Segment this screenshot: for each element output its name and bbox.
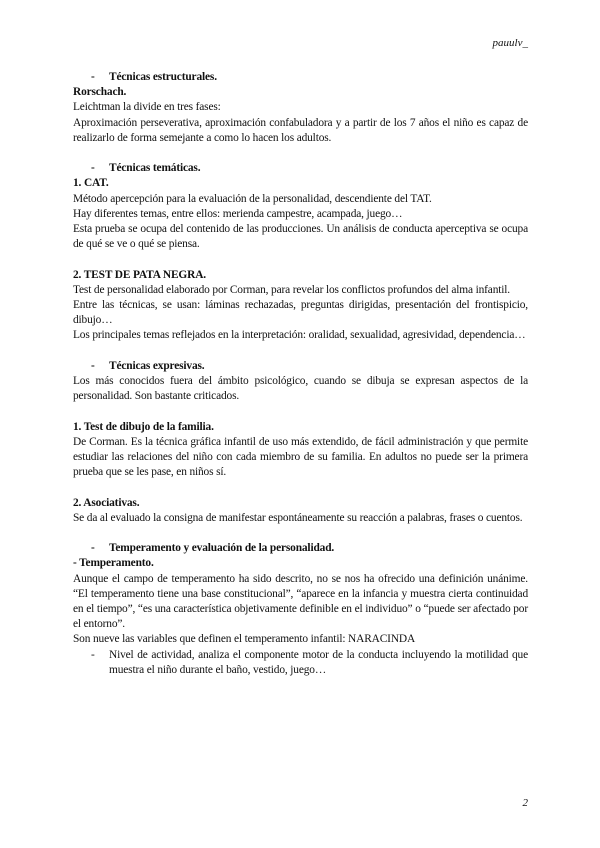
paragraph: De Corman. Es la técnica gráfica infantil de uso más extendido, de fácil administración y que permite estudiar las relaciones del niño con cada miembro de su familia. En adultos no puede ser la primera prueba que se les pase, en niños sí. bbox=[73, 435, 528, 479]
paragraph: Método apercepción para la evaluación de la personalidad, descendiente del TAT. bbox=[73, 192, 432, 205]
list-item-text: Nivel de actividad, analiza el componente motor de la conducta incluyendo la motilidad que muestra el niño durante el baño, vestido, juego… bbox=[109, 648, 528, 676]
paragraph: Test de personalidad elaborado por Corman, para revelar los conflictos profundos del alma infantil. bbox=[73, 283, 510, 296]
subheading-cat: 1. CAT. bbox=[73, 177, 109, 190]
paragraph: Aunque el campo de temperamento ha sido descrito, no se nos ha ofrecido una definición unánime. “El temperamento tiene una base constitucional”, “aparece en la infancia y muestra cierta continuidad en el tiempo”, “es una característica objetivamente definible en el individuo” o “puede ser afectado por el entorno”. bbox=[73, 572, 528, 631]
bullet-dash: - bbox=[91, 542, 95, 555]
paragraph: Hay diferentes temas, entre ellos: merienda campestre, acampada, juego… bbox=[73, 207, 403, 220]
paragraph: Leichtman la divide en tres fases: bbox=[73, 101, 221, 114]
subheading-rorschach: Rorschach. bbox=[73, 86, 127, 99]
paragraph: Los principales temas reflejados en la interpretación: oralidad, sexualidad, agresividad, dependencia… bbox=[73, 329, 526, 342]
section-heading-text: Técnicas estructurales. bbox=[109, 71, 217, 83]
subheading-temperamento: - Temperamento. bbox=[73, 557, 154, 570]
section-heading-estructurales bbox=[73, 70, 528, 85]
section-heading-expresivas bbox=[73, 359, 528, 374]
section-heading-text: Técnicas expresivas. bbox=[109, 359, 205, 372]
paragraph: Esta prueba se ocupa del contenido de las producciones. Un análisis de conducta aperceptiva se ocupa de qué se ve o qué se piensa. bbox=[73, 223, 528, 251]
section-heading-tematicas bbox=[73, 161, 528, 176]
subheading-dibujo-familia: 1. Test de dibujo de la familia. bbox=[73, 420, 214, 433]
section-heading-text: Técnicas temáticas. bbox=[109, 162, 201, 175]
bullet-dash: - bbox=[91, 162, 95, 175]
page-number: 2 bbox=[522, 797, 528, 809]
paragraph: Se da al evaluado la consigna de manifestar espontáneamente su reacción a palabras, frases o cuentos. bbox=[73, 511, 523, 524]
section-heading-temperamento-personalidad bbox=[73, 541, 528, 556]
section-heading-text: Temperamento y evaluación de la personalidad. bbox=[109, 542, 335, 555]
bullet-dash: - bbox=[91, 648, 95, 661]
list-item bbox=[73, 648, 528, 678]
document-body bbox=[73, 70, 528, 678]
bullet-dash: - bbox=[91, 359, 95, 372]
paragraph: Entre las técnicas, se usan: láminas rechazadas, preguntas dirigidas, presentación del frontispicio, dibujo… bbox=[73, 299, 528, 327]
page-header-author: pauulv_ bbox=[492, 37, 528, 49]
paragraph: Los más conocidos fuera del ámbito psicológico, cuando se dibuja se expresan aspectos de la personalidad. Son bastante criticados. bbox=[73, 375, 528, 403]
subheading-asociativas: 2. Asociativas. bbox=[73, 496, 140, 509]
subheading-pata-negra: 2. TEST DE PATA NEGRA. bbox=[73, 268, 206, 281]
bullet-dash: - bbox=[91, 71, 95, 83]
paragraph: Son nueve las variables que definen el temperamento infantil: NARACINDA bbox=[73, 633, 416, 646]
paragraph: Aproximación perseverativa, aproximación confabuladora y a partir de los 7 años el niño es capaz de realizarlo de forma semejante a como lo hacen los adultos. bbox=[73, 116, 528, 144]
